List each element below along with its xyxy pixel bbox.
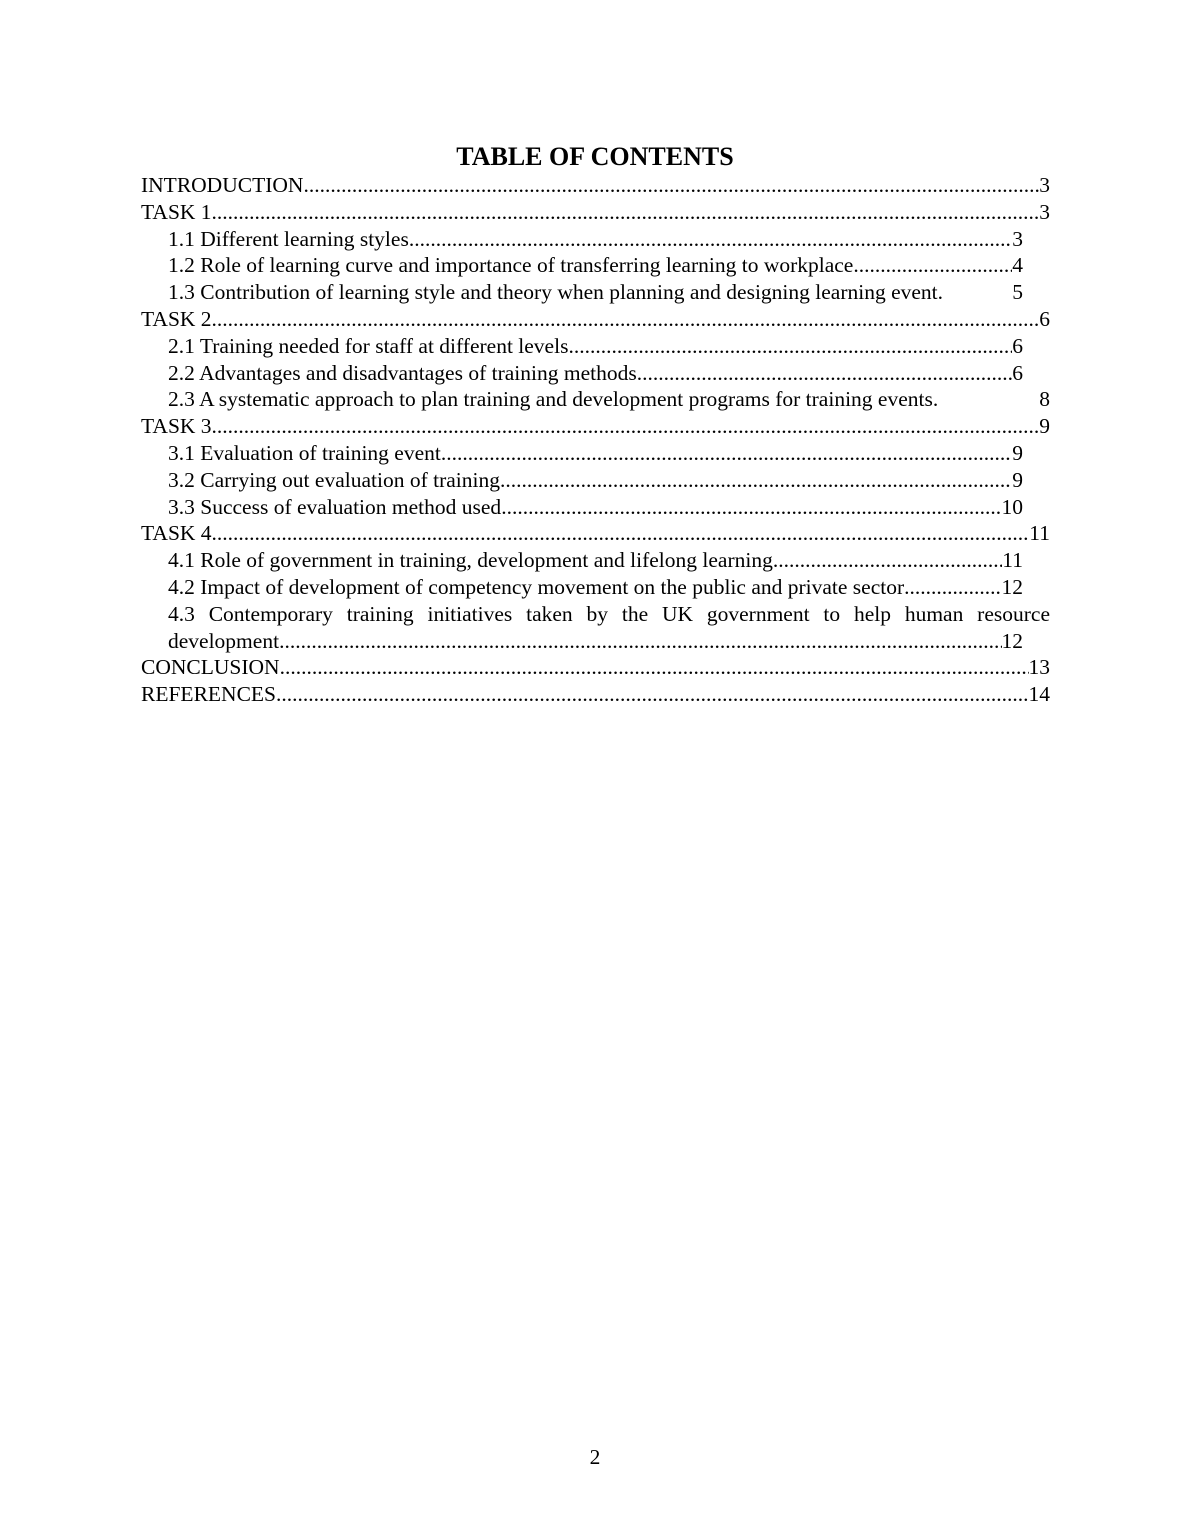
toc-entry-label: CONCLUSION — [141, 655, 280, 680]
dot-leader — [441, 440, 1012, 467]
toc-entry-label: TASK 4 — [141, 521, 212, 546]
toc-entry-page: 8 — [1039, 387, 1050, 412]
toc-entry-4-2[interactable] — [141, 574, 1050, 601]
toc-entry-introduction[interactable] — [141, 172, 1050, 199]
toc-entry-label: 1.3 Contribution of learning style and theory when planning and designing learning event. — [168, 280, 944, 305]
toc-entry-page: 9 — [1012, 467, 1023, 492]
toc-entry-2-2[interactable] — [141, 360, 1050, 387]
toc-entry-task-1[interactable] — [141, 199, 1050, 226]
toc-entry-label: 4.1 Role of government in training, development and lifelong learning — [168, 548, 773, 573]
toc-entry-label: 2.1 Training needed for staff at different levels — [168, 333, 569, 358]
dot-leader — [501, 494, 1001, 521]
toc-entry-label: 2.2 Advantages and disadvantages of training methods — [168, 360, 637, 385]
toc-entry-page: 12 — [1001, 628, 1023, 653]
toc-entry-4-1[interactable] — [141, 547, 1050, 574]
dot-leader — [212, 199, 1040, 226]
toc-entry-1-3[interactable] — [141, 279, 1050, 306]
toc-entry-1-1[interactable] — [141, 226, 1050, 253]
toc-entry-label-line-2: development — [168, 628, 280, 653]
toc-entry-page: 4 — [1012, 253, 1023, 278]
table-of-contents — [141, 172, 1050, 708]
dot-leader — [637, 360, 1013, 387]
toc-entry-page: 12 — [1001, 574, 1023, 599]
toc-entry-2-1[interactable] — [141, 333, 1050, 360]
toc-entry-3-1[interactable] — [141, 440, 1050, 467]
toc-title: TABLE OF CONTENTS — [456, 142, 734, 171]
dot-leader — [212, 306, 1040, 333]
toc-entry-page: 6 — [1012, 360, 1023, 385]
toc-entry-page: 13 — [1028, 655, 1050, 680]
toc-entry-2-3[interactable] — [141, 386, 1050, 413]
toc-entry-label: 1.2 Role of learning curve and importance of transferring learning to workplace — [168, 253, 854, 278]
dot-leader — [303, 172, 1039, 199]
toc-entry-label: REFERENCES — [141, 682, 276, 707]
toc-entry-label: 3.2 Carrying out evaluation of training — [168, 467, 500, 492]
toc-entry-4-3[interactable] — [141, 601, 1050, 655]
toc-entry-label: 1.1 Different learning styles — [168, 226, 409, 251]
toc-entry-label-line-1: 4.3 Contemporary training initiatives taken by the UK government to help human resource — [168, 601, 1050, 626]
toc-entry-page: 10 — [1001, 494, 1023, 519]
dot-leader — [568, 333, 1012, 360]
toc-entry-page: 11 — [1029, 521, 1050, 546]
toc-entry-label: TASK 1 — [141, 199, 212, 224]
toc-entry-label: 3.3 Success of evaluation method used — [168, 494, 502, 519]
toc-entry-label: INTRODUCTION — [141, 173, 304, 197]
dot-leader — [853, 252, 1012, 279]
dot-leader — [280, 654, 1029, 681]
toc-entry-task-4[interactable] — [141, 520, 1050, 547]
dot-leader — [904, 574, 1001, 601]
toc-entry-page: 11 — [1002, 548, 1023, 573]
dot-leader — [276, 681, 1029, 708]
toc-entry-page: 3 — [1039, 173, 1050, 197]
toc-entry-3-2[interactable] — [141, 467, 1050, 494]
dot-leader — [212, 520, 1030, 547]
toc-entry-task-3[interactable] — [141, 413, 1050, 440]
toc-entry-page: 5 — [1012, 280, 1023, 305]
toc-entry-task-2[interactable] — [141, 306, 1050, 333]
toc-entry-label: TASK 2 — [141, 306, 212, 331]
toc-entry-page: 3 — [1012, 226, 1023, 251]
toc-entry-label: 2.3 A systematic approach to plan training and development programs for training events. — [168, 387, 939, 412]
toc-entry-label: 4.2 Impact of development of competency movement on the public and private sector — [168, 574, 905, 599]
dot-leader — [500, 467, 1012, 494]
toc-entry-references[interactable] — [141, 681, 1050, 708]
toc-entry-3-3[interactable] — [141, 494, 1050, 521]
dot-leader — [409, 226, 1012, 253]
toc-entry-page: 6 — [1039, 306, 1050, 331]
toc-entry-conclusion[interactable] — [141, 654, 1050, 681]
dot-leader — [279, 628, 1001, 655]
toc-entry-page: 14 — [1028, 682, 1050, 707]
toc-entry-page: 3 — [1039, 199, 1050, 224]
dot-leader — [212, 413, 1040, 440]
toc-entry-label: 3.1 Evaluation of training event — [168, 440, 441, 465]
toc-entry-label: TASK 3 — [141, 414, 212, 439]
toc-entry-page: 6 — [1012, 333, 1023, 358]
toc-entry-page: 9 — [1012, 440, 1023, 465]
toc-entry-page: 9 — [1039, 414, 1050, 439]
page-number: 2 — [589, 1445, 601, 1469]
toc-entry-1-2[interactable] — [141, 252, 1050, 279]
dot-leader — [773, 547, 1002, 574]
